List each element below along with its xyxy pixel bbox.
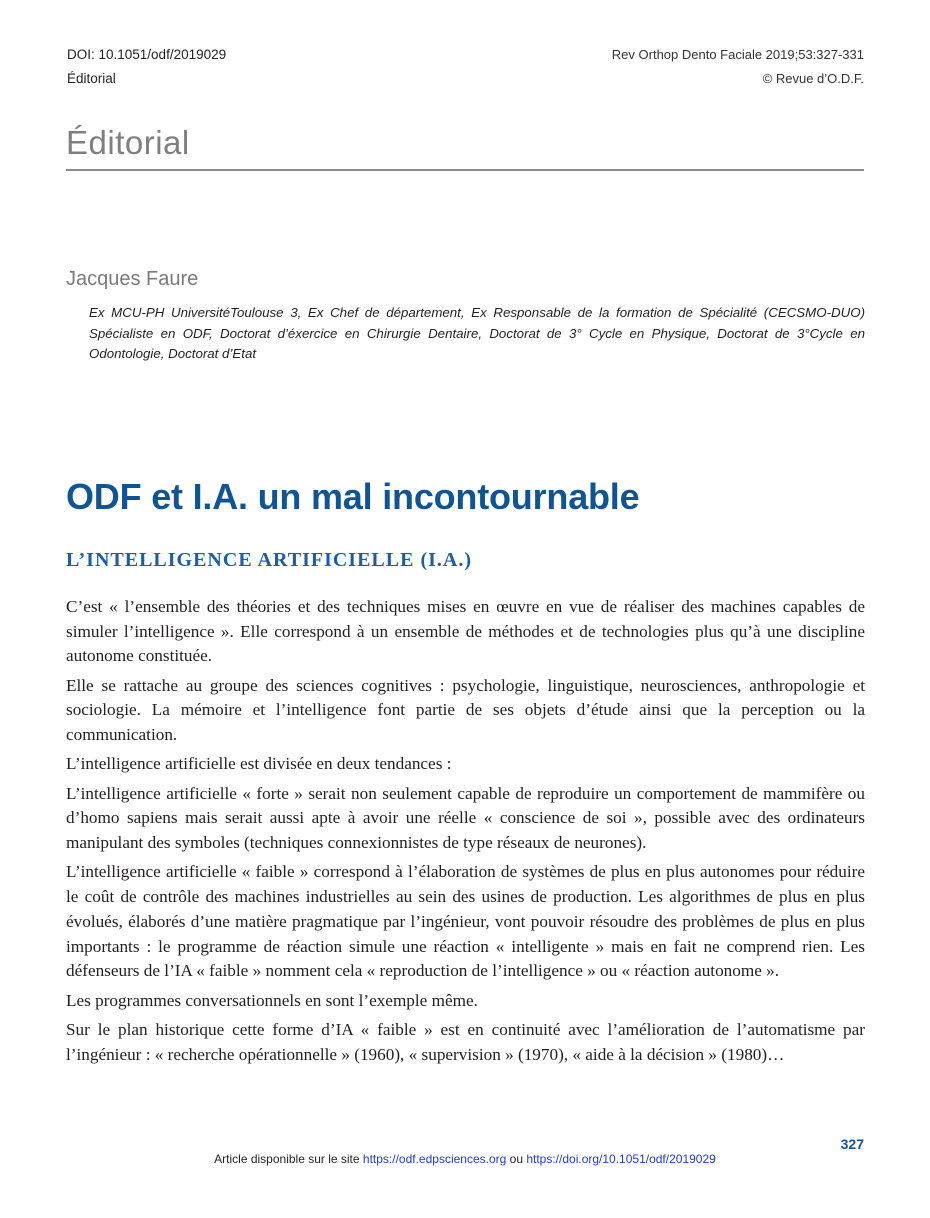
footer-prefix: Article disponible sur le site [214, 1152, 363, 1166]
body-paragraph: L’intelligence artificielle « forte » serait non seulement capable de reproduire un comportement de mammifère ou d’homo sapiens mais serait aussi apte à avoir une réelle « conscience de soi », possible avec des ordinateurs manipulant des symboles (techniques connexionnistes de type réseaux de neurones). [66, 783, 865, 853]
body-paragraph: Elle se rattache au groupe des sciences cognitives : psychologie, linguistique, neurosciences, anthropologie et sociologie. La mémoire et l’intelligence font partie de ses objets d’étude ainsi que la perception ou la communication. [66, 675, 865, 745]
article-body [66, 595, 865, 1072]
author-name: Jacques Faure [66, 268, 199, 290]
author-affiliation: Ex MCU-PH UniversitéToulouse 3, Ex Chef de département, Ex Responsable de la formation de Spécialité (CECSMO-DUO) Spécialiste en ODF, Doctorat d’éxercice en Chirurgie Dentaire, Doctorat de 3° Cycle en Physique, Doctorat de 3°Cycle en Odontologie, Doctorat d’Etat [89, 305, 865, 361]
copyright-text: © Revue d’O.D.F. [762, 71, 864, 86]
footer-middle: ou [506, 1152, 527, 1166]
doi-text: DOI: 10.1051/odf/2019029 [67, 47, 227, 62]
section-heading: Éditorial [66, 124, 190, 161]
header-section-label: Éditorial [67, 71, 116, 86]
section-divider [66, 169, 864, 171]
body-paragraph: Les programmes conversationnels en sont l’exemple même. [66, 990, 478, 1010]
body-paragraph: L’intelligence artificielle est divisée en deux tendances : [66, 754, 452, 774]
article-title: ODF et I.A. un mal incontournable [66, 476, 640, 517]
article-subheading: L’INTELLIGENCE ARTIFICIELLE (I.A.) [66, 549, 472, 571]
body-paragraph: L’intelligence artificielle « faible » correspond à l’élaboration de systèmes de plus en plus autonomes pour réduire le coût de contrôle des machines industrielles au sein des usines de production. Les algorithmes de plus en plus évolués, élaborés d’une matière pragmatique par l’ingénieur, vont pouvoir résoudre des problèmes de plus en plus importants : le programme de réaction simule une réaction « intelligente » mais en fait ne comprend rien. Les défenseurs de l’IA « faible » nomment cela « reproduction de l’intelligence » ou « réaction autonome ». [66, 862, 865, 981]
footer [0, 1152, 930, 1166]
footer-link-doi[interactable]: https://doi.org/10.1051/odf/2019029 [526, 1152, 716, 1166]
header-right [612, 43, 864, 91]
journal-citation: Rev Orthop Dento Faciale 2019;53:327-331 [611, 47, 864, 62]
body-paragraph: Sur le plan historique cette forme d’IA « faible » est en continuité avec l’amélioration de l’automatisme par l’ingénieur : « recherche opérationnelle » (1960), « supervision » (1970), « aide à la décision » (1980)… [66, 1019, 865, 1064]
body-paragraph: C’est « l’ensemble des théories et des techniques mises en œuvre en vue de réaliser des machines capables de simuler l’intelligence ». Elle correspond à un ensemble de méthodes et de technologies plus qu’à une discipline autonome constituée. [66, 597, 865, 666]
page-number: 327 [840, 1136, 864, 1152]
header-left [67, 43, 226, 91]
footer-link-odf[interactable]: https://odf.edpsciences.org [362, 1152, 507, 1166]
